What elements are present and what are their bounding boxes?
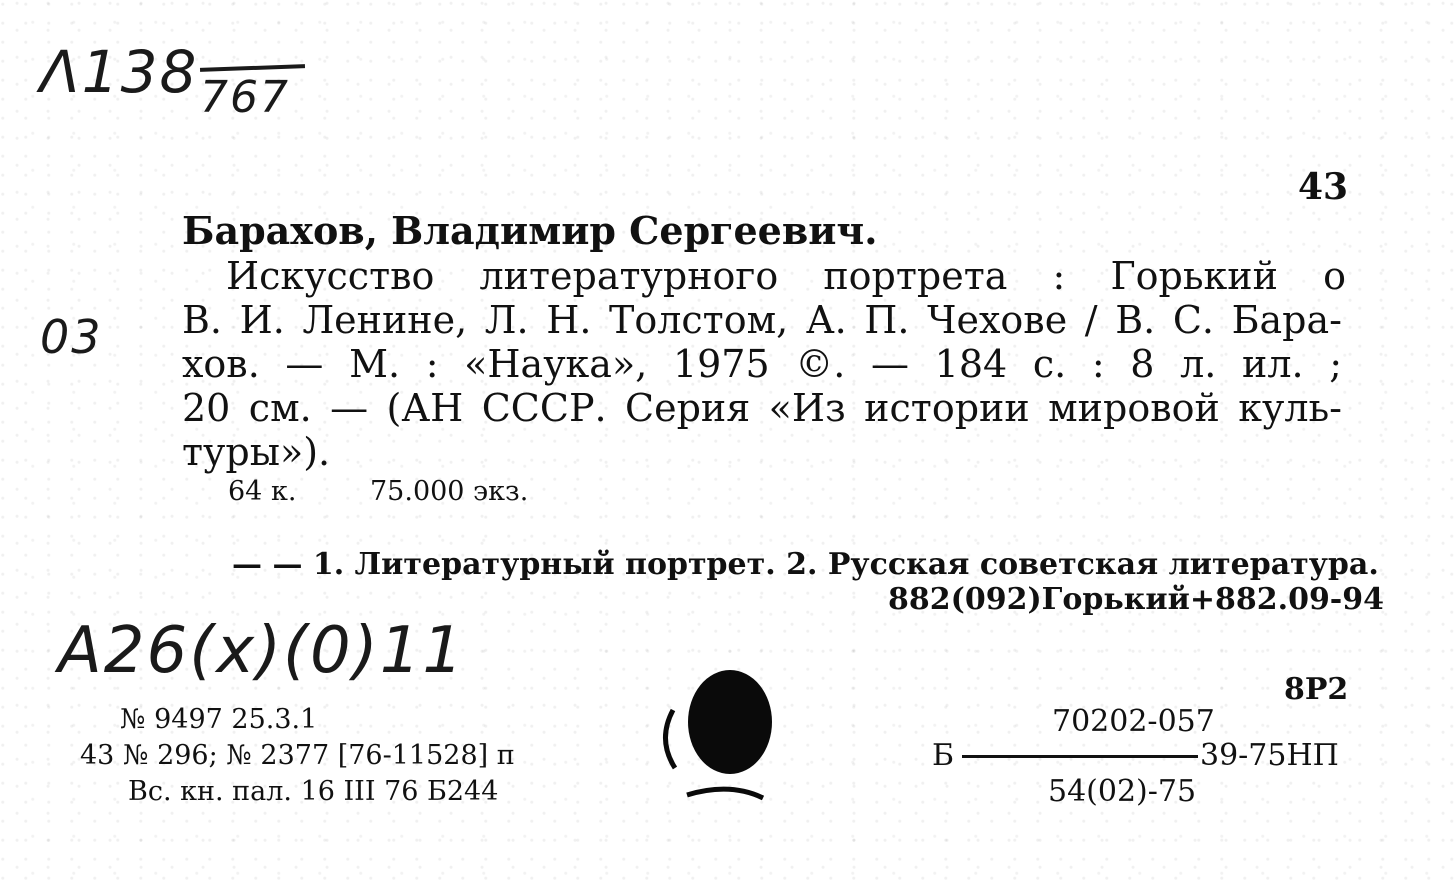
index-code: 8Р2 xyxy=(1284,672,1349,707)
description-line: туры»). xyxy=(182,430,331,474)
fraction-prefix: Б xyxy=(932,738,955,773)
shelfmark-bottom: 767 xyxy=(200,72,290,123)
fraction-suffix: 39-75НП xyxy=(1200,738,1339,773)
order-line: Вс. кн. пал. 16 III 76 Б244 xyxy=(128,776,499,807)
subject-headings: — — 1. Литературный портрет. 2. Русская советская литература. xyxy=(232,547,1379,582)
description-line: В. И. Ленине, Л. Н. Толстом, А. П. Чехове / В. С. Бара- xyxy=(182,298,1342,342)
card-number: 43 xyxy=(1298,166,1349,208)
fraction-bar xyxy=(962,755,1198,758)
handwritten-shelfmark xyxy=(40,38,198,106)
library-stamp-icon xyxy=(645,660,785,810)
description-line: Искусство литературного портрета : Горький о xyxy=(226,254,1346,298)
handwritten-bottom-note: A26(x)(0)11 xyxy=(58,614,466,688)
order-line: 43 № 296; № 2377 [76-11528] п xyxy=(80,740,515,771)
description-line: 20 см. — (АН СССР. Серия «Из истории мировой куль- xyxy=(182,386,1342,430)
fraction-denominator: 54(02)-75 xyxy=(1048,774,1197,809)
classification-code: 882(092)Горький+882.09-94 xyxy=(888,582,1385,617)
description-line: хов. — М. : «Наука», 1975 ©. — 184 с. : 8 л. ил. ; xyxy=(182,342,1342,386)
fraction-numerator: 70202-057 xyxy=(1052,704,1215,739)
price: 64 к. xyxy=(228,476,297,507)
shelfmark-divider xyxy=(200,64,305,72)
order-line: № 9497 25.3.1 xyxy=(120,704,318,735)
author-heading: Барахов, Владимир Сергеевич. xyxy=(182,208,878,253)
shelfmark-top: Λ138 xyxy=(40,38,199,106)
handwritten-side-note: 03 xyxy=(40,310,103,364)
print-run: 75.000 экз. xyxy=(370,476,529,507)
